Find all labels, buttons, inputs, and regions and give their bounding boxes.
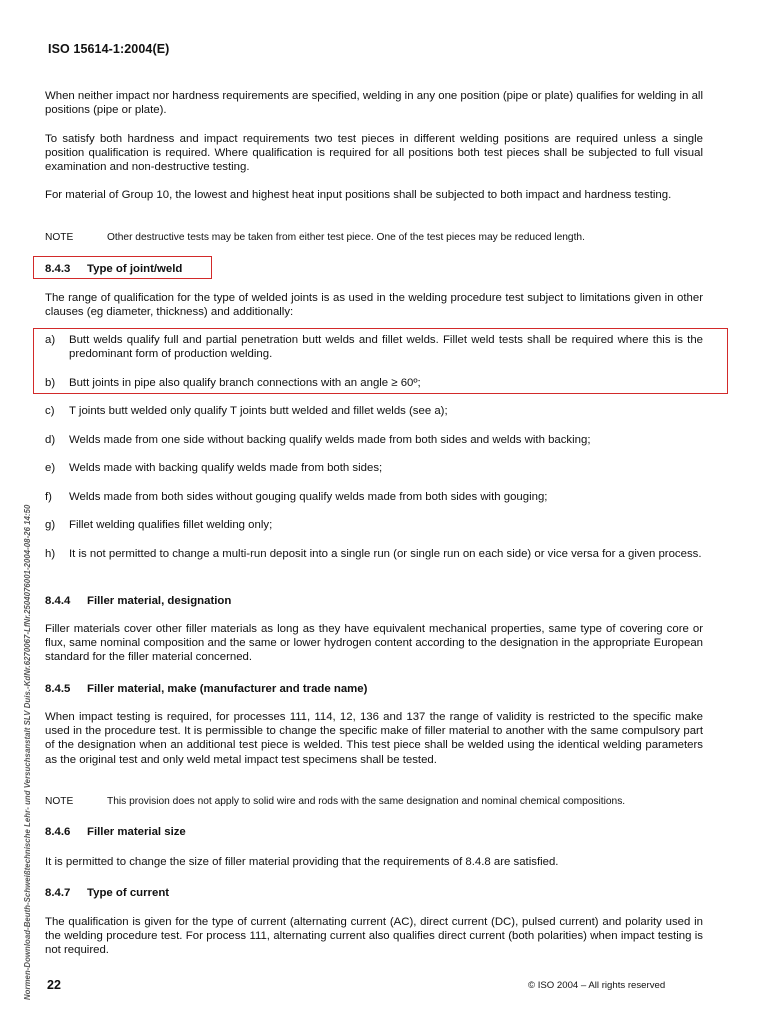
list-item-label: b) (45, 377, 56, 389)
section-title: Filler material, designation (87, 595, 232, 607)
list-item (45, 461, 703, 475)
list-item (45, 433, 703, 447)
section-8-4-7-text: The qualification is given for the type of current (alternating current (AC), direct current (DC), pulsed current) and polarity used in the welding procedure test. For process 111, alternating current also qualifies direct current (both polarities) when impact testing is not required. (45, 916, 703, 957)
list-item-text: Welds made from both sides without gouging qualify welds made from both sides with gouging; (69, 491, 548, 503)
intro-paragraph-3: For material of Group 10, the lowest and highest heat input positions shall be subjected to both impact and hardness testing. (45, 189, 672, 201)
section-title: Filler material, make (manufacturer and trade name) (87, 683, 368, 695)
list-item-label: a) (45, 334, 56, 346)
section-title: Type of current (87, 887, 170, 899)
section-8-4-5-text: When impact testing is required, for processes 111, 114, 12, 136 and 137 the range of validity is restricted to the specific make used in the procedure test. It is permissible to change the specific make of filler material to another with the same compulsory part of the designation when an additional test piece is welded. This test piece shall be welded using the identical welding parameters as the original test and only weld metal impact test specimens shall be tested. (45, 711, 703, 766)
section-title: Filler material size (87, 826, 186, 838)
section-8-4-3-intro: The range of qualification for the type of welded joints is as used in the welding procedure test subject to limitations given in other clauses (eg diameter, thickness) and additionally: (45, 292, 703, 319)
list-item-text: T joints butt welded only qualify T joints butt welded and fillet welds (see a); (69, 405, 448, 417)
list-item-text: Welds made with backing qualify welds made from both sides; (69, 462, 383, 474)
section-8-4-4-text: Filler materials cover other filler materials as long as they have equivalent mechanical properties, same type of covering core or flux, same nominal composition and the same or lower hydrogen content according to the designation in the appropriate European standard for the filler material concerned. (45, 623, 703, 664)
intro-paragraph-2: To satisfy both hardness and impact requirements two test pieces in different welding positions are required unless a single position qualification is required. Where qualification is required for all positions both test pieces shall be subjected to full visual examination and non-destructive testing. (45, 133, 703, 174)
section-heading-8-4-3 (45, 262, 182, 276)
list-item-label: g) (45, 519, 56, 531)
intro-paragraph-1: When neither impact nor hardness requirements are specified, welding in any one position (pipe or plate) qualifies for welding in all positions (pipe or plate). (45, 90, 703, 117)
section-title: Type of joint/weld (87, 263, 183, 275)
list-item-text: Butt joints in pipe also qualify branch connections with an angle ≥ 60º; (69, 377, 421, 389)
list-item-label: d) (45, 434, 56, 446)
section-heading-8-4-6 (45, 825, 186, 839)
list-item (45, 333, 703, 361)
section-number: 8.4.3 (45, 263, 71, 275)
section-number: 8.4.7 (45, 887, 71, 899)
list-item (45, 404, 703, 418)
note-text: This provision does not apply to solid wire and rods with the same designation and nominal chemical compositions. (107, 796, 626, 807)
list-item-text: Butt welds qualify full and partial penetration butt welds and fillet welds. Fillet weld tests shall be required where this is the predominant form of production welding. (69, 334, 703, 361)
note-tag: NOTE (45, 796, 74, 807)
side-download-watermark: Normen-Download-Beuth-Schweißtechnische Lehr- und Versuchsanstalt SLV Duis.-KdNr.6270067-LfNr.2504076001-2004-08-26 14:50 (23, 504, 32, 1000)
section-heading-8-4-7 (45, 886, 169, 900)
intro-note (45, 231, 725, 244)
section-number: 8.4.4 (45, 595, 71, 607)
list-item-text: It is not permitted to change a multi-run deposit into a single run (or single run on each side) or vice versa for a given process. (69, 548, 702, 560)
section-8-4-5-note (45, 795, 725, 808)
list-item-label: h) (45, 548, 56, 560)
list-item (45, 547, 703, 561)
list-item-text: Welds made from one side without backing qualify welds made from both sides and welds with backing; (69, 434, 591, 446)
note-text: Other destructive tests may be taken from either test piece. One of the test pieces may be reduced length. (107, 232, 585, 243)
list-item-label: e) (45, 462, 56, 474)
copyright-notice: © ISO 2004 – All rights reserved (528, 980, 666, 991)
list-item-label: f) (45, 491, 52, 503)
section-heading-8-4-4 (45, 594, 231, 608)
page-number: 22 (47, 978, 61, 992)
list-item (45, 376, 703, 390)
section-number: 8.4.6 (45, 826, 71, 838)
list-item (45, 490, 703, 504)
section-heading-8-4-5 (45, 682, 367, 696)
section-number: 8.4.5 (45, 683, 71, 695)
list-item (45, 518, 703, 532)
document-standard-id: ISO 15614-1:2004(E) (48, 42, 170, 56)
note-tag: NOTE (45, 232, 74, 243)
section-8-4-6-text: It is permitted to change the size of filler material providing that the requirements of 8.4.8 are satisfied. (45, 856, 559, 868)
list-item-label: c) (45, 405, 55, 417)
list-item-text: Fillet welding qualifies fillet welding only; (69, 519, 273, 531)
